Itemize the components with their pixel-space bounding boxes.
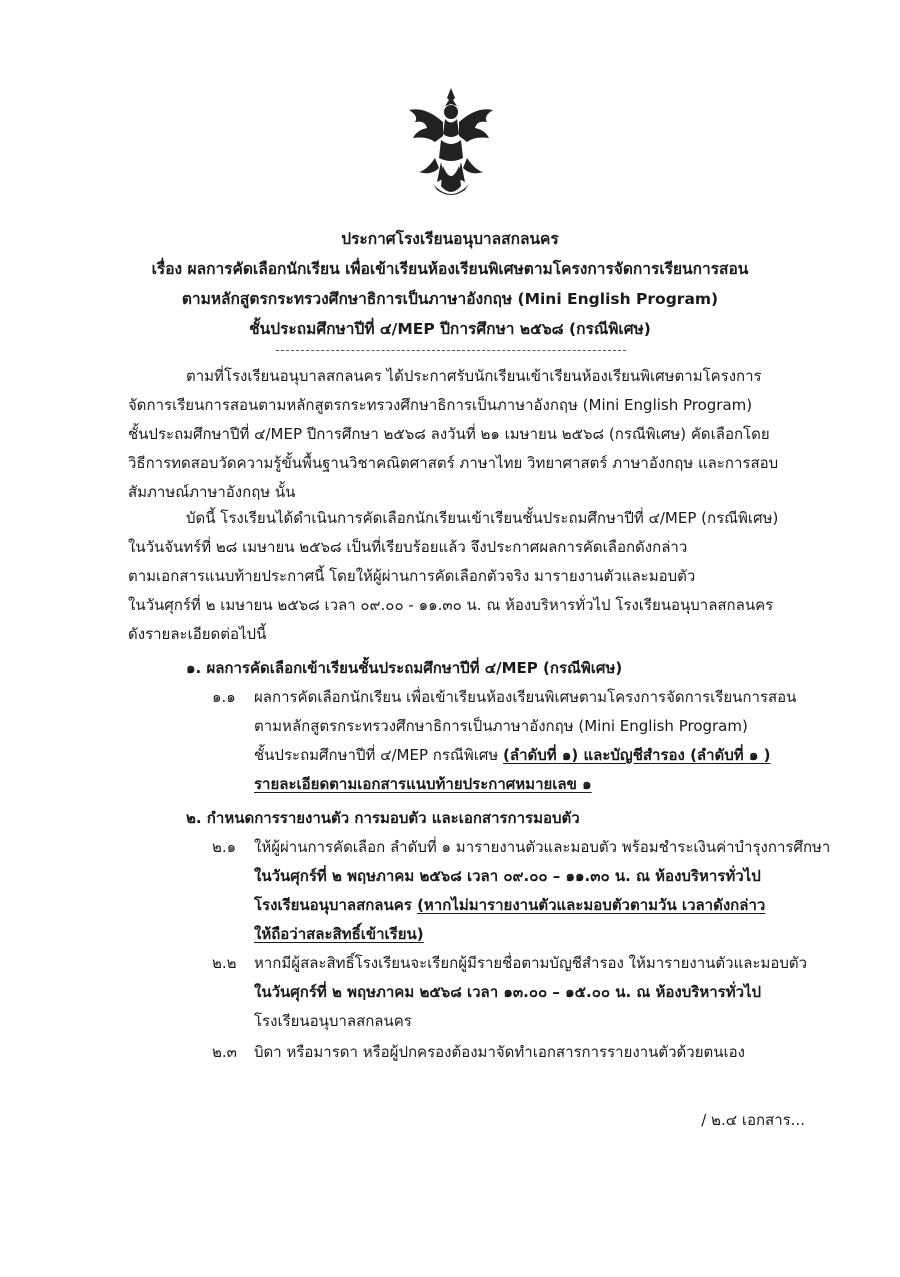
body-line-4: ในวันศุกร์ที่ ๒ เมษายน ๒๕๖๘ เวลา ๐๙.๐๐ - ๑๑.๓๐ น. ณ ห้องบริหารทั่วไป โรงเรียนอนุบาลสกลนคร [128, 596, 774, 614]
heading-divider [276, 350, 626, 351]
item-2-1-line-3-school: โรงเรียนอนุบาลสกลนคร [254, 896, 418, 914]
intro-line-4: วิธีการทดสอบวัดความรู้ขั้นพื้นฐานวิชาคณิตศาสตร์ ภาษาไทย วิทยาศาสตร์ ภาษาอังกฤษ และการสอบ [128, 454, 779, 472]
item-1-1-line-4: รายละเอียดตามเอกสารแนบท้ายประกาศหมายเลข ๑ [254, 775, 592, 793]
garuda-emblem-icon [405, 86, 497, 204]
item-1-1-number: ๑.๑ [212, 688, 236, 706]
item-2-2-number: ๒.๒ [212, 954, 237, 972]
body-paragraph [128, 504, 808, 649]
intro-line-5: สัมภาษณ์ภาษาอังกฤษ นั้น [128, 483, 296, 501]
body-line-5: ดังรายละเอียดต่อไปนี้ [128, 625, 267, 643]
item-2-2-line-2: ในวันศุกร์ที่ ๒ พฤษภาคม ๒๕๖๘ เวลา ๑๓.๐๐ – ๑๕.๐๐ น. ณ ห้องบริหารทั่วไป [254, 983, 762, 1001]
announcement-subject-line-3: ชั้นประถมศึกษาปีที่ ๔/MEP ปีการศึกษา ๒๕๖๘ (กรณีพิเศษ) [249, 320, 651, 338]
body-line-1: บัดนี้ โรงเรียนได้ดำเนินการคัดเลือกนักเรียนเข้าเรียนชั้นประถมศึกษาปีที่ ๔/MEP (กรณีพิเศษ) [186, 509, 779, 527]
item-1-1-line-2: ตามหลักสูตรกระทรวงศึกษาธิการเป็นภาษาอังกฤษ (Mini English Program) [254, 717, 748, 735]
item-1-1-line-3 [254, 741, 771, 770]
intro-line-1: ตามที่โรงเรียนอนุบาลสกลนคร ได้ประกาศรับนักเรียนเข้าเรียนห้องเรียนพิเศษตามโครงการ [186, 367, 762, 385]
intro-line-3: ชั้นประถมศึกษาปีที่ ๔/MEP ปีการศึกษา ๒๕๖๘ ลงวันที่ ๒๑ เมษายน ๒๕๖๘ (กรณีพิเศษ) คัดเลือกโดย [128, 425, 770, 443]
section-2-heading: ๒. กำหนดการรายงานตัว การมอบตัว และเอกสารการมอบตัว [186, 809, 580, 827]
item-1-1-line-1: ผลการคัดเลือกนักเรียน เพื่อเข้าเรียนห้องเรียนพิเศษตามโครงการจัดการเรียนการสอน [254, 688, 797, 706]
item-2-1-line-4: ให้ถือว่าสละสิทธิ์เข้าเรียน) [254, 925, 424, 943]
intro-line-2: จัดการเรียนการสอนตามหลักสูตรกระทรวงศึกษาธิการเป็นภาษาอังกฤษ (Mini English Program) [128, 396, 753, 414]
item-2-1-line-3-warning: (หากไม่มารายงานตัวและมอบตัวตามวัน เวลาดังกล่าว [417, 896, 766, 914]
intro-paragraph [128, 362, 808, 507]
announcement-title: ประกาศโรงเรียนอนุบาลสกลนคร [341, 230, 559, 248]
announcement-subject-line-2: ตามหลักสูตรกระทรวงศึกษาธิการเป็นภาษาอังกฤษ (Mini English Program) [181, 290, 719, 308]
announcement-heading [100, 224, 800, 344]
item-2-2-line-3: โรงเรียนอนุบาลสกลนคร [254, 1012, 412, 1030]
item-2-3-line-1: บิดา หรือมารดา หรือผู้ปกครองต้องมาจัดทำเอกสารการรายงานตัวด้วยตนเอง [254, 1043, 745, 1061]
item-2-1-line-2: ในวันศุกร์ที่ ๒ พฤษภาคม ๒๕๖๘ เวลา ๐๙.๐๐ – ๑๑.๓๐ น. ณ ห้องบริหารทั่วไป [254, 867, 761, 885]
item-2-1-line-3 [254, 891, 765, 920]
item-2-3-number: ๒.๓ [212, 1043, 237, 1061]
item-2-1-line-1: ให้ผู้ผ่านการคัดเลือก ลำดับที่ ๑ มารายงานตัวและมอบตัว พร้อมชำระเงินค่าบำรุงการศึกษา [254, 838, 831, 856]
body-line-3: ตามเอกสารแนบท้ายประกาศนี้ โดยให้ผู้ผ่านการคัดเลือกตัวจริง มารายงานตัวและมอบตัว [128, 567, 696, 585]
body-line-2: ในวันจันทร์ที่ ๒๘ เมษายน ๒๕๖๘ เป็นที่เรียบร้อยแล้ว จึงประกาศผลการคัดเลือกดังกล่าว [128, 538, 688, 556]
continuation-note: / ๒.๔ เอกสาร... [701, 1111, 805, 1129]
item-1-1-line-3-emphasis: (ลำดับที่ ๑) และบัญชีสำรอง (ลำดับที่ ๑ ) [503, 746, 771, 764]
item-1-1-line-3-plain: ชั้นประถมศึกษาปีที่ ๔/MEP กรณีพิเศษ [254, 746, 504, 764]
announcement-subject-line-1: เรื่อง ผลการคัดเลือกนักเรียน เพื่อเข้าเรียนห้องเรียนพิเศษตามโครงการจัดการเรียนการสอน [151, 260, 749, 278]
section-1-heading: ๑. ผลการคัดเลือกเข้าเรียนชั้นประถมศึกษาปีที่ ๔/MEP (กรณีพิเศษ) [186, 659, 623, 677]
item-2-1-number: ๒.๑ [212, 838, 237, 856]
item-2-2-line-1: หากมีผู้สละสิทธิ์โรงเรียนจะเรียกผู้มีรายชื่อตามบัญชีสำรอง ให้มารายงานตัวและมอบตัว [254, 954, 808, 972]
